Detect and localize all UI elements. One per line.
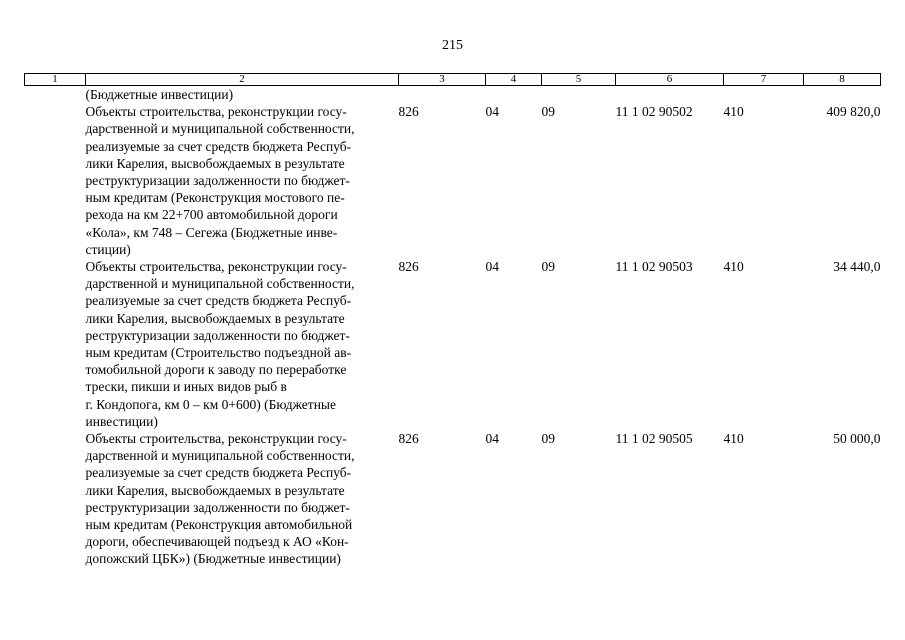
description-line: ным кредитам (Реконструкция мостового пе- (85, 190, 345, 206)
description-line: трески, пикши и иных видов рыб в (85, 379, 287, 395)
cell-col1 (25, 86, 86, 104)
description-line: дарственной и муниципальной собственности, (85, 276, 355, 292)
table-row (25, 430, 881, 568)
description-line: дороги, обеспечивающей подъезд к АО «Кон- (85, 534, 349, 550)
description-line: инвестиции) (85, 413, 158, 429)
description-line: дарственной и муниципальной собственности, (85, 448, 355, 464)
cell-code-7 (724, 86, 804, 104)
column-header-5: 5 (542, 74, 616, 86)
description-line: (Бюджетные инвестиции) (85, 87, 234, 102)
table-row (25, 258, 881, 430)
description-line: стиции) (85, 241, 131, 257)
cell-code-5 (542, 86, 616, 104)
cell-description (86, 86, 399, 104)
cell-code-5: 09 (541, 259, 555, 275)
cell-code-5: 09 (541, 431, 555, 447)
cell-code-7: 410 (723, 259, 744, 275)
description-line: лики Карелия, высвобождаемых в результате (85, 482, 345, 498)
page-number: 215 (442, 38, 463, 53)
cell-code-3: 826 (398, 104, 419, 120)
column-header-4: 4 (486, 74, 542, 86)
column-header-7: 7 (724, 74, 804, 86)
description-line: ным кредитам (Реконструкция автомобильной (85, 517, 353, 533)
cell-code-3: 826 (398, 431, 419, 447)
description-line: реализуемые за счет средств бюджета Респуб- (85, 465, 352, 481)
cell-code-6: 11 1 02 90503 (615, 259, 693, 275)
description-line: реализуемые за счет средств бюджета Респуб- (85, 138, 352, 154)
cell-description (86, 103, 399, 258)
column-header-3: 3 (399, 74, 486, 86)
column-header-2: 2 (86, 74, 399, 86)
cell-amount (804, 86, 881, 104)
cell-code-4: 04 (485, 259, 499, 275)
description-line: «Кола», км 748 – Сегежа (Бюджетные инве- (85, 224, 338, 240)
description-line: допожский ЦБК») (Бюджетные инвестиции) (85, 551, 341, 567)
cell-code-4 (486, 86, 542, 104)
description-line: лики Карелия, высвобождаемых в результате (85, 155, 345, 171)
description-line: реструктуризации задолженности по бюджет- (85, 499, 350, 515)
description-line: дарственной и муниципальной собственности, (85, 121, 355, 137)
cell-code-6: 11 1 02 90505 (615, 431, 693, 447)
cell-amount: 50 000,0 (833, 431, 881, 447)
cell-description (86, 430, 399, 568)
column-number-header (25, 74, 881, 86)
description-line: Объекты строительства, реконструкции госу- (85, 104, 347, 120)
column-header-1: 1 (25, 74, 86, 86)
cell-code-3: 826 (398, 259, 419, 275)
cell-amount: 34 440,0 (833, 259, 881, 275)
description-line: ным кредитам (Строительство подъездной ав- (85, 345, 352, 361)
column-header-8: 8 (804, 74, 881, 86)
cell-code-3 (399, 86, 486, 104)
description-line: г. Кондопога, км 0 – км 0+600) (Бюджетные (85, 396, 336, 412)
cell-code-7: 410 (723, 431, 744, 447)
cell-code-4: 04 (485, 104, 499, 120)
description-line: томобильной дороги к заводу по переработке (85, 362, 347, 378)
description-line: Объекты строительства, реконструкции госу- (85, 259, 347, 275)
cell-col1 (25, 430, 86, 568)
column-header-6: 6 (616, 74, 724, 86)
cell-col1 (25, 103, 86, 258)
cell-description (86, 258, 399, 430)
cell-code-7: 410 (723, 104, 744, 120)
description-line: Объекты строительства, реконструкции госу- (85, 431, 347, 447)
table-row (25, 86, 881, 104)
cell-amount: 409 820,0 (826, 104, 881, 120)
cell-col1 (25, 258, 86, 430)
cell-code-4: 04 (485, 431, 499, 447)
cell-code-6: 11 1 02 90502 (615, 104, 693, 120)
description-line: реструктуризации задолженности по бюджет- (85, 173, 350, 189)
description-line: реструктуризации задолженности по бюджет- (85, 327, 350, 343)
cell-code-6 (616, 86, 724, 104)
table-body (25, 86, 881, 568)
table-row (25, 103, 881, 258)
description-line: реализуемые за счет средств бюджета Респуб- (85, 293, 352, 309)
description-line: рехода на км 22+700 автомобильной дороги (85, 207, 338, 223)
cell-code-5: 09 (541, 104, 555, 120)
description-line: лики Карелия, высвобождаемых в результате (85, 310, 345, 326)
budget-table (24, 73, 881, 568)
